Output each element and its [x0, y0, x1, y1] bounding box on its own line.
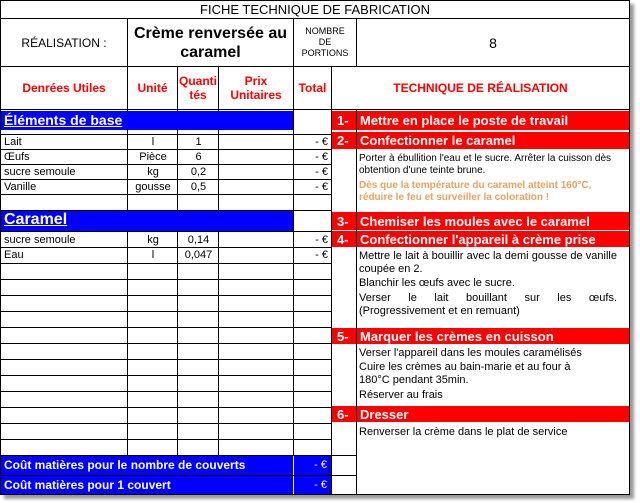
section-header-caramel	[1, 211, 293, 231]
cost-one-label: Coût matières pour 1 couvert	[4, 478, 171, 492]
cost-total-value: - €	[314, 459, 327, 471]
ingredient-name: Eau	[4, 249, 24, 261]
realisation-label: RÉALISATION :	[1, 19, 128, 67]
column-technique: TECHNIQUE DE RÉALISATION	[332, 67, 629, 110]
step-number	[332, 328, 356, 344]
cost-one-cell	[294, 476, 331, 495]
step-title-bar	[357, 111, 629, 130]
cost-one-value: - €	[314, 479, 327, 491]
ingredient-unit: l	[151, 136, 155, 148]
step-number-text: 4-	[337, 232, 349, 247]
ingredient-qty: 0,5	[190, 181, 207, 193]
ingredient-total: - €	[315, 181, 328, 193]
portions-label: NOMBRE DE PORTIONS	[294, 19, 357, 67]
section-header-base	[1, 111, 293, 130]
step-text: Mettre le lait à bouillir avec la demi gousse de vanille coupée en 2.	[359, 250, 617, 275]
cost-total-row	[1, 456, 293, 475]
step-text: Blanchir les œufs avec le sucre.	[359, 277, 515, 289]
ingredient-name: Lait	[4, 136, 22, 148]
cost-one-row	[1, 476, 293, 495]
ingredient-name: Œufs	[4, 151, 30, 163]
step-text: Cuire les crèmes au bain-marie et au four à 180°C pendant 35min.	[359, 361, 571, 386]
ingredient-qty: 6	[195, 151, 202, 163]
step-text: Verser le lait bouillant sur les œufs. (Progressivement et en remuant)	[359, 292, 617, 317]
step-title: Dresser	[360, 407, 409, 422]
step-text: Verser l'appareil dans les moules caramélisés	[359, 347, 582, 359]
step-title-bar	[357, 406, 629, 422]
recipe-name: Crème renversée au caramel	[128, 19, 294, 67]
ingredient-unit: l	[151, 249, 155, 261]
ingredient-qty: 0,2	[190, 166, 207, 178]
ingredient-name: Vanille	[4, 181, 37, 193]
sheet-title: FICHE TECHNIQUE DE FABRICATION	[1, 1, 629, 19]
ingredient-total: - €	[315, 136, 328, 148]
ingredient-total: - €	[315, 151, 328, 163]
column-total: Total	[294, 67, 332, 110]
cost-total-label: Coût matières pour le nombre de couverts	[4, 458, 246, 472]
step-number	[332, 132, 356, 149]
step-number	[332, 111, 356, 130]
ingredient-unit: gousse	[135, 181, 171, 193]
step-title-bar	[357, 212, 629, 230]
column-denrees: Denrées Utiles	[1, 67, 128, 110]
step-text: Porter à ébullition l'eau et le sucre. Arrêter la cuisson dès obtention d'une teinte brune.	[359, 153, 612, 176]
step-number	[332, 231, 356, 247]
ingredient-name: sucre semoule	[4, 166, 76, 178]
ingredient-qty: 1	[195, 136, 202, 148]
ingredient-qty: 0,047	[184, 249, 213, 261]
section-title: Caramel	[4, 211, 68, 228]
step-title-bar	[357, 231, 629, 247]
ingredient-unit: kg	[147, 166, 159, 178]
step-number	[332, 406, 356, 422]
step-title: Chemiser les moules avec le caramel	[360, 214, 590, 229]
column-prix: Prix Unitaires	[219, 67, 294, 110]
step-title: Confectionner l'appareil à crème prise	[360, 232, 596, 247]
step-number-text: 3-	[337, 214, 349, 229]
ingredient-total: - €	[315, 234, 328, 246]
step-number-text: 6-	[337, 407, 349, 422]
step-number-text: 2-	[337, 133, 349, 148]
step-text: Renverser la crème dans le plat de service	[359, 426, 568, 438]
ingredient-qty: 0,14	[187, 234, 210, 246]
step-number-text: 1-	[337, 113, 349, 128]
column-unite: Unité	[128, 67, 178, 110]
step-warning: Dès que la température du caramel atteint 160°C, réduire le feu et surveiller la coloration !	[359, 180, 592, 203]
cost-total-cell	[294, 456, 331, 475]
ingredient-total: - €	[315, 166, 328, 178]
ingredient-unit: kg	[147, 234, 159, 246]
step-title: Mettre en place le poste de travail	[360, 113, 569, 128]
ingredient-total: - €	[315, 249, 328, 261]
step-text: Réserver au frais	[359, 389, 443, 401]
step-title: Marquer les crèmes en cuisson	[360, 329, 554, 344]
step-title-bar	[357, 328, 629, 344]
ingredient-unit: Pièce	[139, 151, 167, 163]
ingredient-name: sucre semoule	[4, 234, 76, 246]
portions-value: 8	[357, 19, 629, 67]
step-title-bar	[357, 132, 629, 149]
step-number	[332, 212, 356, 230]
column-quantites: Quanti tés	[178, 67, 219, 110]
step-title: Confectionner le caramel	[360, 133, 516, 148]
step-number-text: 5-	[337, 329, 349, 344]
section-title: Éléments de base	[4, 112, 123, 128]
